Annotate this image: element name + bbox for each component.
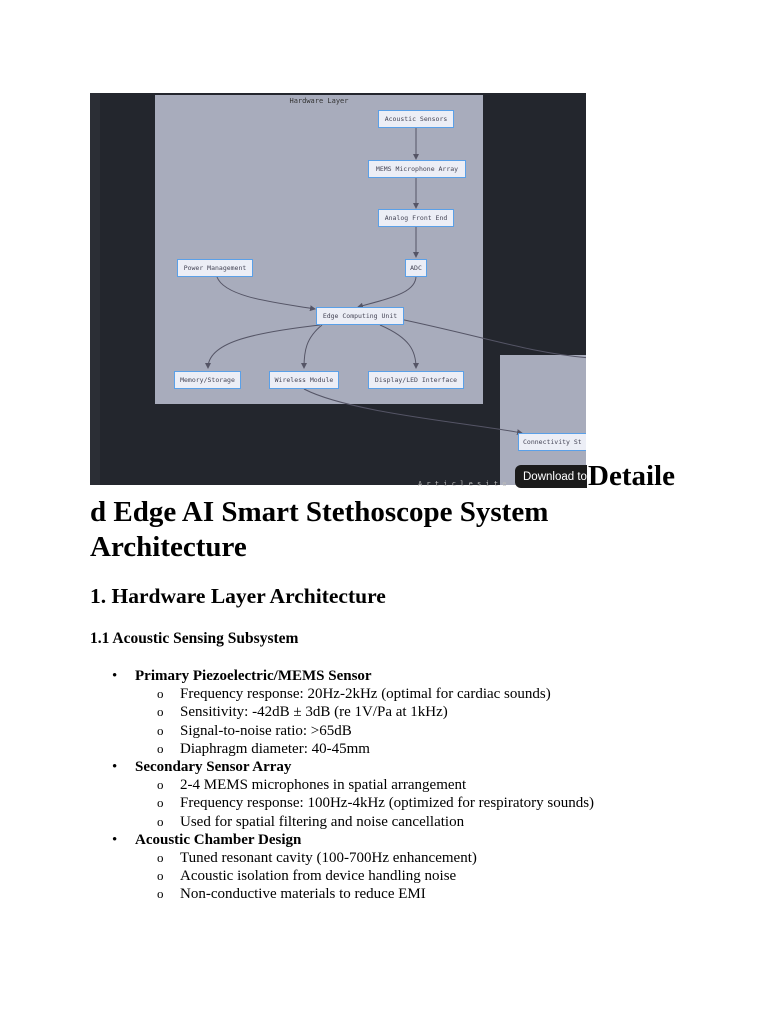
node-power-management: Power Management xyxy=(177,259,253,277)
spec-list xyxy=(90,667,730,904)
sub-list-item: o Frequency response: 100Hz-4kHz (optimized for respiratory sounds) xyxy=(135,794,730,812)
node-edge-computing-unit: Edge Computing Unit xyxy=(316,307,404,325)
item-label: Primary Piezoelectric/MEMS Sensor xyxy=(135,668,372,684)
node-analog-front-end: Analog Front End xyxy=(378,209,454,227)
node-memory-storage: Memory/Storage xyxy=(174,371,241,389)
architecture-diagram-image xyxy=(90,93,586,485)
sub-list-item: o 2-4 MEMS microphones in spatial arrangement xyxy=(135,776,730,794)
node-mems-microphone-array: MEMS Microphone Array xyxy=(368,160,466,178)
sub-list-item: o Tuned resonant cavity (100-700Hz enhancement) xyxy=(135,849,730,867)
list-item xyxy=(90,758,730,831)
doc-title-part1: Detaile xyxy=(588,460,675,492)
sub-list-item: o Frequency response: 20Hz-2kHz (optimal for cardiac sounds) xyxy=(135,685,730,703)
edge-edge-to-wireless xyxy=(304,325,322,368)
sub-list-item: o Sensitivity: -42dB ± 3dB (re 1V/Pa at 1kHz) xyxy=(135,703,730,721)
diagram-connectors xyxy=(90,93,586,485)
node-acoustic-sensors: Acoustic Sensors xyxy=(378,110,454,128)
download-button[interactable]: Download to xyxy=(515,465,587,488)
section-heading: 1. Hardware Layer Architecture xyxy=(90,584,386,608)
node-display-led-interface: Display/LED Interface xyxy=(368,371,464,389)
sub-list-item: o Used for spatial filtering and noise cancellation xyxy=(135,813,730,831)
node-wireless-module: Wireless Module xyxy=(269,371,339,389)
sub-list-item: o Diaphragm diameter: 40-45mm xyxy=(135,740,730,758)
edge-edge-to-memory xyxy=(208,325,320,368)
node-connectivity: Connectivity St xyxy=(518,433,586,451)
edge-power-to-edge xyxy=(217,277,315,309)
edge-wireless-to-connectivity xyxy=(304,389,522,433)
item-label: Acoustic Chamber Design xyxy=(135,831,302,848)
list-item xyxy=(90,667,730,758)
edge-edge-to-display xyxy=(380,325,416,368)
sub-list-item: o Signal-to-noise ratio: >65dB xyxy=(135,722,730,740)
diagram-caption: A r t i c l e s i t e xyxy=(418,480,507,488)
hardware-layer-title: Hardware Layer xyxy=(289,97,349,105)
list-item xyxy=(90,831,730,904)
edge-edge-to-connectivity xyxy=(395,318,586,358)
doc-title-part2: d Edge AI Smart Stethoscope System Architecture xyxy=(90,496,549,563)
item-label: Secondary Sensor Array xyxy=(135,759,292,776)
sub-list-item: o Non-conductive materials to reduce EMI xyxy=(135,885,730,903)
sub-list-item: o Acoustic isolation from device handling noise xyxy=(135,867,730,885)
node-adc: ADC xyxy=(405,259,427,277)
edge-adc-to-edge xyxy=(358,276,416,307)
subsection-heading: 1.1 Acoustic Sensing Subsystem xyxy=(90,630,299,647)
